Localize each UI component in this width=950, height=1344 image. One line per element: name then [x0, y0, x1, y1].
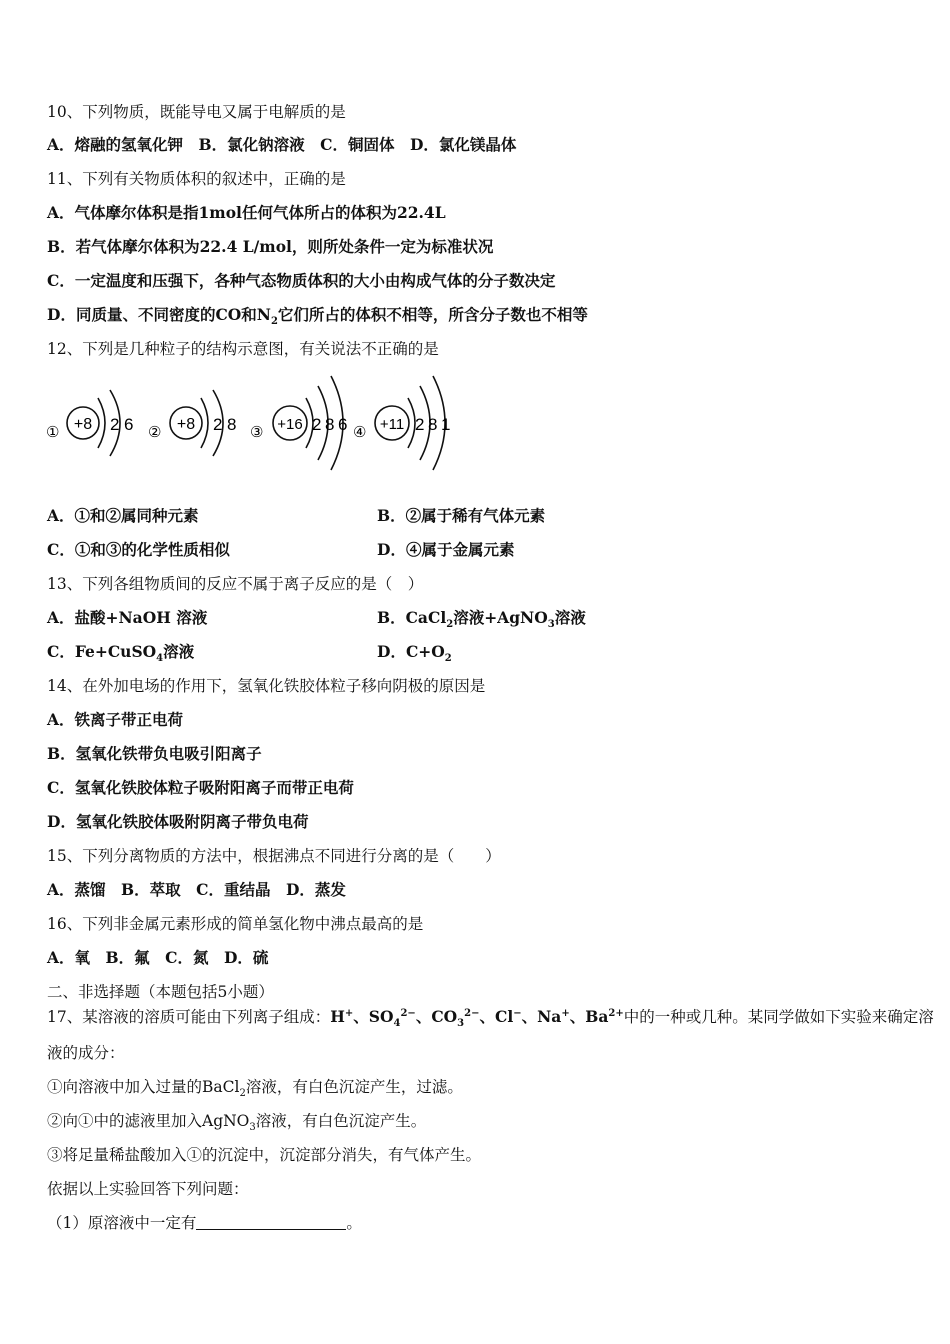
q16-options: A．氧 B．氟 C．氮 D．硫 [47, 948, 269, 967]
q11-stem: 11、下列有关物质体积的叙述中，正确的是 [47, 170, 346, 188]
diagram-1-label: ① [46, 424, 60, 441]
q14-stem: 14、在外加电场的作用下，氢氧化铁胶体粒子移向阴极的原因是 [47, 677, 486, 695]
diagram-2 [148, 390, 236, 456]
q12-option-d: D．④属于金属元素 [377, 540, 515, 559]
section-2-heading: 二、非选择题（本题包括5小题） [47, 983, 274, 1001]
q14-option-c: C．氢氧化铁胶体粒子吸附阳离子而带正电荷 [47, 778, 354, 797]
q14-option-d: D．氢氧化铁胶体吸附阴离子带负电荷 [47, 812, 309, 831]
q15-stem: 15、下列分离物质的方法中，根据沸点不同进行分离的是（ ） [47, 847, 501, 865]
diagram-2-label: ② [148, 424, 162, 441]
q17-ion-list: H+、$SO_4^{2-}$、$CO_3^{2-}$、Cl−、Na+、$Ba^{2+}$ [330, 1007, 624, 1030]
diagram-1 [46, 390, 133, 456]
q11-option-d: D．同质量、不同密度的CO和$N_2$它们所占的体积不相等，所含分子数也不相等 [47, 305, 588, 328]
diagram-3-shell-1: 2 [312, 415, 322, 434]
q11-option-c: C．一定温度和压强下，各种气态物质体积的大小由构成气体的分子数决定 [47, 271, 556, 290]
diagram-2-shell-2: 8 [227, 415, 237, 434]
diagram-4-label: ④ [353, 424, 367, 441]
diagram-3-nucleus: +16 [277, 416, 303, 433]
q13-option-a: A．盐酸+NaOH 溶液 [47, 608, 208, 627]
q12-option-a: A．①和②属同种元素 [47, 506, 199, 525]
q13-option-c: C．Fe+CuSO$_4$溶液 [47, 642, 195, 665]
diagram-4 [353, 376, 450, 470]
q17-step-2: ②向①中的滤液里加入AgNO$_3$溶液，有白色沉淀产生。 [47, 1112, 427, 1134]
q17-sub-question-1: （1）原溶液中一定有 。 [47, 1214, 362, 1232]
q10-stem: 10、下列物质，既能导电又属于电解质的是 [47, 103, 346, 121]
q13-option-d: D．$C+O_2$ [377, 642, 452, 665]
diagram-4-shell-2: 8 [428, 415, 438, 434]
answer-blank[interactable] [196, 1215, 346, 1230]
diagram-1-shell-2: 6 [124, 415, 134, 434]
diagram-2-shell-1: 2 [213, 415, 223, 434]
diagram-3-label: ③ [250, 424, 264, 441]
q12-option-b: B．②属于稀有气体元素 [377, 506, 546, 525]
q12-option-c: C．①和③的化学性质相似 [47, 540, 230, 559]
diagram-3-shell-3: 6 [338, 415, 348, 434]
q16-stem: 16、下列非金属元素形成的简单氢化物中沸点最高的是 [47, 915, 424, 933]
q11-option-b: B．若气体摩尔体积为22.4 L/mol，则所处条件一定为标准状况 [47, 237, 494, 256]
diagram-4-shell-3: 1 [441, 415, 451, 434]
diagram-1-shell-1: 2 [110, 415, 120, 434]
q11-option-a: A．气体摩尔体积是指1mol任何气体所占的体积为22.4L [47, 203, 446, 222]
q17-stem: 17、某溶液的溶质可能由下列离子组成：H+、$SO_4^{2-}$、$CO_3^{2-}$、Cl−、Na+、$Ba^{2+}$中的一种或几种。某同学做如下实验来确定溶 [47, 1007, 934, 1030]
q17-step-1: ①向溶液中加入过量的BaCl$_2$溶液，有白色沉淀产生，过滤。 [47, 1078, 463, 1100]
q13-stem: 13、下列各组物质间的反应不属于离子反应的是（ ） [47, 575, 424, 593]
q17-stem-line-2: 液的成分： [47, 1044, 125, 1062]
q14-option-a: A．铁离子带正电荷 [47, 710, 184, 729]
diagram-1-nucleus: +8 [73, 416, 93, 433]
diagram-4-shell-1: 2 [415, 415, 425, 434]
diagram-4-nucleus: +11 [379, 416, 405, 433]
diagram-3-shell-2: 8 [325, 415, 335, 434]
q15-options: A．蒸馏 B．萃取 C．重结晶 D．蒸发 [47, 880, 346, 899]
q17-step-3: ③将足量稀盐酸加入①的沉淀中，沉淀部分消失，有气体产生。 [47, 1146, 482, 1164]
q12-stem: 12、下列是几种粒子的结构示意图，有关说法不正确的是 [47, 340, 439, 358]
diagram-2-nucleus: +8 [176, 416, 196, 433]
q13-option-b: B．CaCl$_2$溶液+AgNO$_3$溶液 [377, 608, 586, 631]
q10-options: A．熔融的氢氧化钾 B．氯化钠溶液 C．铜固体 D．氯化镁晶体 [47, 135, 517, 154]
q14-option-b: B．氢氧化铁带负电吸引阳离子 [47, 744, 262, 763]
diagram-3 [250, 376, 347, 470]
atom-structure-diagrams [40, 368, 480, 478]
q17-prompt: 依据以上实验回答下列问题： [47, 1180, 249, 1198]
